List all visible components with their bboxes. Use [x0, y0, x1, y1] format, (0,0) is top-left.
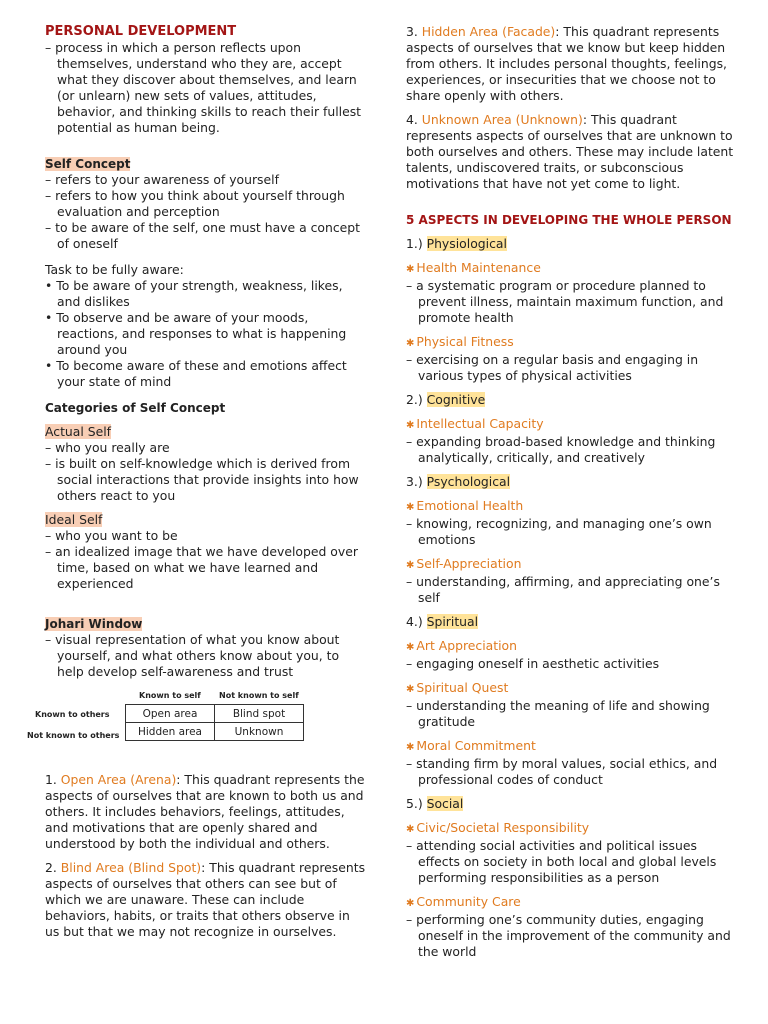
- johari-heading: Johari Window: [45, 617, 143, 631]
- asterisk-icon: ✱: [406, 824, 415, 835]
- aspect-item-desc: – engaging oneself in aesthetic activities: [406, 656, 660, 671]
- aspect-item-desc: – attending social activities and political issues effects on society in both local and global levels performing responsibilities as a person: [406, 838, 717, 885]
- categories-heading: Categories of Self Concept: [45, 401, 226, 415]
- asterisk-icon: ✱: [406, 642, 415, 653]
- aspect-item-title: ✱ Health Maintenance: [406, 260, 541, 275]
- aspect-item-title: ✱ Moral Commitment: [406, 738, 536, 753]
- johari-col-not-known: Not known to self: [219, 691, 299, 700]
- aspect-item-title: ✱ Self-Appreciation: [406, 556, 522, 571]
- aspect-item-desc: – understanding the meaning of life and showing gratitude: [406, 698, 710, 729]
- asterisk-icon: ✱: [406, 420, 415, 431]
- task-bullet: • To become aware of these and emotions affect your state of mind: [45, 358, 347, 389]
- asterisk-icon: ✱: [406, 264, 415, 275]
- asterisk-icon: ✱: [406, 338, 415, 349]
- actual-self-line: – who you really are: [45, 440, 170, 455]
- self-concept-line: – refers to how you think about yourself through evaluation and perception: [45, 188, 345, 219]
- asterisk-icon: ✱: [406, 560, 415, 571]
- quadrant-blind: 2. Blind Area (Blind Spot): This quadrant represents aspects of ourselves that others can see but of which we are unaware. These can include behaviors, habits, or traits that others observe in us but that we may not recognize in ourselves.: [45, 860, 366, 939]
- johari-row-known: Known to others: [35, 710, 110, 719]
- right-column: [406, 24, 734, 960]
- quadrant-hidden: 3. Hidden Area (Facade): This quadrant represents aspects of ourselves that we know but keep hidden from others. It includes personal thoughts, feelings, experiences, or insecurities that we choose not to share openly with others.: [406, 24, 727, 103]
- asterisk-icon: ✱: [406, 742, 415, 753]
- johari-cell-unknown: Unknown: [215, 723, 304, 741]
- johari-row-not-known: Not known to others: [27, 731, 120, 740]
- task-bullet: • To observe and be aware of your moods, reactions, and responses to what is happening around you: [45, 310, 347, 357]
- aspect-item-desc: – expanding broad-based knowledge and thinking analytically, critically, and creatively: [406, 434, 716, 465]
- page-title: PERSONAL DEVELOPMENT: [45, 24, 237, 39]
- aspect-item-desc: – exercising on a regular basis and engaging in various types of physical activities: [406, 352, 699, 383]
- asterisk-icon: ✱: [406, 898, 415, 909]
- self-concept-heading: Self Concept: [45, 157, 131, 171]
- johari-grid: [125, 704, 304, 741]
- aspect-item-title: ✱ Spiritual Quest: [406, 680, 509, 695]
- aspect-item-desc: – understanding, affirming, and appreciating one’s self: [406, 574, 720, 605]
- aspect-item-desc: – performing one’s community duties, engaging oneself in the improvement of the community and the world: [406, 912, 731, 959]
- aspect-cognitive: 2.) Cognitive: [406, 392, 486, 407]
- johari-cell-hidden: Hidden area: [126, 723, 215, 741]
- quadrant-unknown: 4. Unknown Area (Unknown): This quadrant represents aspects of ourselves that are unknown to both ourselves and others. These may include latent talents, undiscovered traits, or subconscious motivations that have not yet come to light.: [406, 112, 734, 191]
- aspect-psychological: 3.) Psychological: [406, 474, 511, 489]
- task-heading: Task to be fully aware:: [45, 262, 184, 277]
- aspect-item-title: ✱ Art Appreciation: [406, 638, 517, 653]
- intro-text: – process in which a person reflects upon themselves, understand who they are, accept what they discover about themselves, and learn (or unlearn) new sets of values, attitudes, behavior, and thinking skills to reach their fullest potential as human being.: [45, 40, 362, 135]
- self-concept-line: – refers to your awareness of yourself: [45, 172, 279, 187]
- aspect-item-title: ✱ Emotional Health: [406, 498, 524, 513]
- johari-window-table: [27, 688, 367, 768]
- ideal-self-line: – an idealized image that we have developed over time, based on what we have learned and experienced: [45, 544, 358, 591]
- quadrant-open: 1. Open Area (Arena): This quadrant represents the aspects of ourselves that are known to both us and others. It includes behaviors, feelings, attitudes, and motivations that are openly shared and understood by both the individual and others.: [45, 772, 365, 851]
- actual-self-line: – is built on self-knowledge which is derived from social interactions that provide insights into how others react to you: [45, 456, 359, 503]
- left-column: [27, 24, 367, 940]
- task-bullet: • To be aware of your strength, weakness, likes, and dislikes: [45, 278, 343, 309]
- aspect-item-desc: – standing firm by moral values, social ethics, and professional codes of conduct: [406, 756, 718, 787]
- aspects-heading: 5 ASPECTS IN DEVELOPING THE WHOLE PERSON: [406, 213, 732, 227]
- ideal-self-line: – who you want to be: [45, 528, 178, 543]
- asterisk-icon: ✱: [406, 684, 415, 695]
- johari-cell-blind: Blind spot: [215, 705, 304, 723]
- aspect-social: 5.) Social: [406, 796, 464, 811]
- aspect-item-desc: – a systematic program or procedure planned to prevent illness, maintain maximum function, and promote health: [406, 278, 724, 325]
- aspect-spiritual: 4.) Spiritual: [406, 614, 479, 629]
- self-concept-line: – to be aware of the self, one must have a concept of oneself: [45, 220, 361, 251]
- johari-col-known: Known to self: [139, 691, 201, 700]
- aspect-item-title: ✱ Civic/Societal Responsibility: [406, 820, 590, 835]
- aspect-item-title: ✱ Community Care: [406, 894, 521, 909]
- actual-self-label: Actual Self: [45, 424, 112, 439]
- aspect-item-desc: – knowing, recognizing, and managing one’s own emotions: [406, 516, 712, 547]
- aspect-item-title: ✱ Physical Fitness: [406, 334, 514, 349]
- johari-cell-open: Open area: [126, 705, 215, 723]
- aspect-item-title: ✱ Intellectual Capacity: [406, 416, 544, 431]
- aspect-physiological: 1.) Physiological: [406, 236, 507, 251]
- asterisk-icon: ✱: [406, 502, 415, 513]
- johari-description: – visual representation of what you know about yourself, and what others know about you, to help develop self-awareness and trust: [45, 632, 340, 679]
- ideal-self-label: Ideal Self: [45, 512, 103, 527]
